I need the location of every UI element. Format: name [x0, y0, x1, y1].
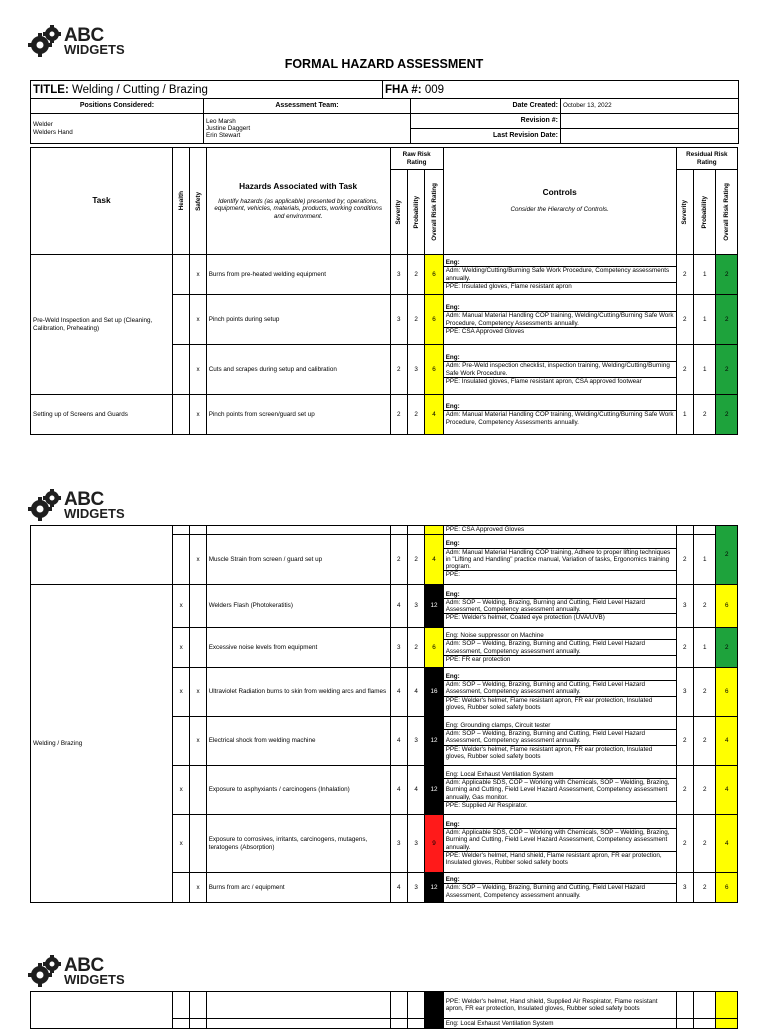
hazard-cell	[206, 992, 390, 1019]
hazard-cell: Muscle Strain from screen / guard set up	[206, 535, 390, 585]
hazards-header	[206, 148, 390, 255]
residual-overall-rating: 6	[716, 668, 738, 717]
residual-overall-rating: 4	[716, 717, 738, 766]
hazard-table-page2	[30, 525, 738, 903]
title-cell	[31, 81, 383, 99]
controls-cell	[443, 345, 676, 395]
safety-mark: x	[190, 395, 206, 435]
health-mark	[173, 717, 190, 766]
residual-severity-value: 2	[676, 717, 693, 766]
controls-adm: Adm: Welding/Cutting/Burning Safe Work Procedure, Competency assessments annually.	[444, 266, 676, 281]
hazard-cell: Welders Flash (Photokeratitis)	[206, 585, 390, 628]
title-value: Welding / Cutting / Brazing	[71, 83, 208, 96]
controls-eng: Eng: Noise suppressor on Machine	[445, 632, 544, 640]
safety-mark: x	[190, 345, 206, 395]
residual-severity-header	[676, 170, 693, 255]
controls-eng: Eng:	[445, 590, 460, 598]
hazard-cell	[206, 526, 390, 535]
residual-severity-label: Severity	[681, 199, 689, 225]
hazards-note: Identify hazards (as applicable) presented by; operations, equipment, vehicles, materials, products, working conditions and environment.	[214, 198, 382, 220]
controls-adm: Adm: SOP – Welding, Brazing, Burning and Cutting, Field Level Hazard Assessment, Competency assessment annually.	[444, 680, 676, 695]
severity-value: 4	[390, 766, 407, 815]
residual-severity-value: 3	[676, 585, 693, 628]
safety-mark	[190, 766, 206, 815]
logo-line2: WIDGETS	[64, 41, 125, 57]
hazard-table-page3	[30, 991, 738, 1029]
residual-severity-value: 2	[676, 345, 693, 395]
probability-label: Probability	[412, 195, 420, 229]
revision-value	[561, 114, 739, 129]
controls-eng: Eng:	[445, 403, 460, 411]
controls-adm: Adm: Manual Material Handling COP training, Welding/Cutting/Burning Safe Work Procedure, Competency Assessments annually.	[444, 311, 676, 326]
residual-probability-header	[693, 170, 715, 255]
task-header: Task	[31, 148, 173, 255]
controls-cell	[443, 255, 676, 295]
controls-cell	[443, 873, 676, 903]
controls-cell	[443, 766, 676, 815]
severity-value: 4	[390, 668, 407, 717]
hazard-cell: Exposure to asphyxiants / carcinogens (Inhalation)	[206, 766, 390, 815]
last-revision-value	[561, 129, 739, 144]
controls-note: Consider the Hierarchy of Controls.	[510, 206, 609, 214]
position-item: Welders Hand	[33, 128, 73, 136]
residual-overall-rating: 2	[716, 526, 738, 585]
controls-cell	[443, 668, 676, 717]
safety-mark	[190, 628, 206, 668]
probability-value: 3	[407, 345, 424, 395]
hazard-cell: Burns from pre-heated welding equipment	[206, 255, 390, 295]
overall-rating	[425, 526, 443, 535]
residual-severity-value: 2	[676, 255, 693, 295]
team-member: Leo Marsh	[206, 117, 236, 125]
hazard-cell: Burns from arc / equipment	[206, 873, 390, 903]
controls-eng: Eng: Grounding clamps, Circuit tester	[445, 721, 551, 729]
residual-severity-value: 1	[676, 395, 693, 435]
safety-header-label: Safety	[194, 191, 202, 211]
controls-cell: PPE: Welder's helmet, Hand shield, Supplied Air Respirator, Flame resistant apron, FR ear protection, Insulated gloves, Rubber soled safety boots	[443, 992, 676, 1019]
controls-cell: PPE: CSA Approved Gloves	[443, 526, 676, 535]
safety-mark: x	[190, 295, 206, 345]
severity-header	[390, 170, 407, 255]
controls-eng: Eng:	[445, 876, 460, 884]
severity-value	[390, 992, 407, 1019]
residual-overall-rating: 6	[716, 585, 738, 628]
team-list	[204, 114, 411, 144]
position-item: Welder	[33, 121, 53, 129]
severity-value: 3	[390, 255, 407, 295]
controls-header	[443, 148, 676, 255]
fha-cell	[383, 81, 739, 99]
hazard-cell: Pinch points from screen/guard set up	[206, 395, 390, 435]
residual-probability-label: Probability	[701, 195, 709, 229]
raw-risk-header: Raw Risk Rating	[390, 148, 443, 170]
probability-value: 2	[407, 628, 424, 668]
controls-cell	[443, 585, 676, 628]
controls-ppe: PPE: Welder's helmet, Flame resistant apron, FR ear protection, Insulated gloves, Rubber soled safety boots	[444, 696, 676, 711]
residual-probability-value: 1	[693, 255, 715, 295]
health-mark	[173, 345, 190, 395]
overall-rating: 9	[425, 815, 443, 873]
severity-value: 3	[390, 815, 407, 873]
controls-ppe: PPE: Supplied Air Respirator.	[444, 801, 676, 809]
logo-wordmark	[64, 24, 125, 57]
gears-icon	[28, 488, 62, 522]
controls-adm: Adm: SOP – Welding, Brazing, Burning and Cutting, Field Level Hazard Assessment, Competency assessment annually.	[444, 883, 676, 898]
logo-line1: ABC	[64, 954, 104, 976]
controls-ppe: PPE:	[444, 570, 676, 578]
health-mark	[173, 873, 190, 903]
controls-eng: Eng:	[445, 672, 460, 680]
probability-value: 3	[407, 873, 424, 903]
logo-line2: WIDGETS	[64, 971, 125, 987]
logo-line1: ABC	[64, 24, 104, 46]
residual-overall-label: Overall Risk Rating	[723, 183, 731, 241]
residual-overall-rating: 4	[716, 815, 738, 873]
residual-probability-value: 1	[693, 628, 715, 668]
controls-eng: Eng:	[445, 259, 460, 267]
probability-value: 3	[407, 717, 424, 766]
safety-mark: x	[190, 668, 206, 717]
health-mark: x	[173, 628, 190, 668]
severity-value: 3	[390, 628, 407, 668]
health-mark	[173, 992, 190, 1019]
severity-value: 4	[390, 585, 407, 628]
positions-list	[31, 114, 204, 144]
health-mark	[173, 535, 190, 585]
health-mark	[173, 255, 190, 295]
health-mark: x	[173, 766, 190, 815]
table-row	[31, 526, 738, 535]
company-logo	[28, 24, 125, 58]
safety-mark: x	[190, 255, 206, 295]
health-mark	[173, 395, 190, 435]
residual-overall-rating: 2	[716, 295, 738, 345]
gears-icon	[28, 954, 62, 988]
residual-probability-value: 2	[693, 717, 715, 766]
health-mark	[173, 295, 190, 345]
safety-header	[190, 148, 206, 255]
overall-label: Overall Risk Rating	[430, 183, 438, 241]
hazard-table-page1	[30, 147, 738, 435]
residual-severity-value: 2	[676, 295, 693, 345]
probability-header	[407, 170, 424, 255]
severity-value: 2	[390, 395, 407, 435]
logo-wordmark	[64, 954, 125, 987]
residual-severity-value: 3	[676, 873, 693, 903]
overall-rating: 4	[425, 395, 443, 435]
company-logo	[28, 488, 125, 522]
controls-ppe: PPE: Insulated gloves, Flame resistant apron	[444, 282, 676, 290]
residual-probability-value: 2	[693, 815, 715, 873]
residual-overall-rating	[716, 992, 738, 1019]
hazard-cell: Pinch points during setup	[206, 295, 390, 345]
residual-overall-rating: 6	[716, 873, 738, 903]
overall-rating: 12	[425, 717, 443, 766]
residual-probability-value: 1	[693, 345, 715, 395]
controls-ppe: PPE: Welder's helmet, Flame resistant apron, FR ear protection, Insulated gloves, Rubber soled safety boots	[444, 745, 676, 760]
residual-probability-value	[693, 526, 715, 535]
residual-probability-value: 1	[693, 535, 715, 585]
severity-value: 2	[390, 345, 407, 395]
task-cell: Pre-Weld Inspection and Set up (Cleaning, Calibration, Preheating)	[31, 255, 173, 395]
overall-rating: 6	[425, 255, 443, 295]
logo-line2: WIDGETS	[64, 505, 125, 521]
residual-severity-value	[676, 526, 693, 535]
overall-rating: 12	[425, 873, 443, 903]
residual-probability-value: 2	[693, 668, 715, 717]
controls-cell	[443, 628, 676, 668]
controls-adm: Adm: SOP – Welding, Brazing, Burning and Cutting, Field Level Hazard Assessment, Competency assessment annually.	[444, 598, 676, 613]
probability-value: 4	[407, 766, 424, 815]
table-row	[31, 585, 738, 628]
probability-value: 3	[407, 815, 424, 873]
controls-cell	[443, 717, 676, 766]
overall-rating: 16	[425, 668, 443, 717]
residual-severity-value: 2	[676, 535, 693, 585]
controls-eng: Eng:	[445, 304, 460, 312]
safety-mark	[190, 992, 206, 1019]
controls-adm: Adm: Applicable SDS, COP – Working with Chemicals, SOP – Welding, Brazing, Burning and Cutting, Field Level Hazard Assessment, Competency assessment annually, Gas monitor.	[444, 778, 676, 801]
logo-wordmark	[64, 488, 125, 521]
probability-value: 2	[407, 395, 424, 435]
residual-overall-rating: 2	[716, 628, 738, 668]
severity-value: 4	[390, 873, 407, 903]
health-mark: x	[173, 815, 190, 873]
company-logo	[28, 954, 125, 988]
probability-value: 3	[407, 585, 424, 628]
residual-overall-rating: 2	[716, 255, 738, 295]
residual-severity-value: 2	[676, 628, 693, 668]
health-header-label: Health	[177, 191, 185, 211]
safety-mark	[190, 526, 206, 535]
controls-adm: Adm: Applicable SDS, COP – Working with Chemicals, SOP – Welding, Brazing, Burning and Cutting, Field Level Hazard Assessment, Competency assessment annually.	[444, 828, 676, 851]
probability-value: 4	[407, 668, 424, 717]
team-member: Justine Daggert	[206, 124, 251, 132]
controls-ppe: PPE: CSA Approved Gloves	[444, 327, 676, 335]
controls-cell	[443, 815, 676, 873]
residual-probability-value: 1	[693, 295, 715, 345]
controls-adm: Adm: Manual Material Handling COP training, Adhere to proper lifting techniques in "Lifting and Handling" practice manual, Variation of tasks, Ergonomics training program.	[444, 548, 676, 571]
hazard-cell: Cuts and scrapes during setup and calibration	[206, 345, 390, 395]
overall-rating: 6	[425, 345, 443, 395]
team-label: Assessment Team:	[204, 99, 411, 114]
overall-header	[425, 170, 443, 255]
hazards-title: Hazards Associated with Task	[239, 181, 358, 192]
hazard-cell: Exposure to corrosives, irritants, carcinogens, mutagens, teratogens (Absorption)	[206, 815, 390, 873]
controls-eng: Eng:	[445, 820, 460, 828]
controls-cell	[443, 395, 676, 435]
task-cell: Welding / Brazing	[31, 585, 173, 903]
residual-probability-value: 2	[693, 395, 715, 435]
severity-value	[390, 526, 407, 535]
revision-label: Revision #:	[411, 114, 561, 129]
safety-mark: x	[190, 535, 206, 585]
fha-value: 009	[424, 83, 445, 96]
residual-severity-value: 2	[676, 766, 693, 815]
date-created-label: Date Created:	[411, 99, 561, 114]
date-created-value: October 13, 2022	[561, 99, 739, 114]
residual-overall-header	[716, 170, 738, 255]
hazard-cell: Excessive noise levels from equipment	[206, 628, 390, 668]
residual-severity-value	[676, 992, 693, 1019]
task-cell	[31, 992, 173, 1029]
gears-icon	[28, 24, 62, 58]
severity-label: Severity	[395, 199, 403, 225]
controls-adm: Adm: Pre-Weld inspection checklist, inspection training, Welding/Cutting/Burning Safe Work Procedure.	[444, 361, 676, 376]
health-mark	[173, 526, 190, 535]
probability-value: 2	[407, 295, 424, 345]
safety-mark: x	[190, 873, 206, 903]
severity-value: 4	[390, 717, 407, 766]
header-table	[30, 80, 739, 144]
residual-severity-value: 3	[676, 668, 693, 717]
hazard-cell: Ultraviolet Radiation burns to skin from welding arcs and flames	[206, 668, 390, 717]
residual-risk-header: Residual Risk Rating	[676, 148, 737, 170]
controls-cell: Eng: Local Exhaust Ventilation System	[443, 1019, 676, 1029]
overall-rating: 6	[425, 628, 443, 668]
team-member: Erin Stewart	[206, 132, 241, 140]
overall-rating: 6	[425, 295, 443, 345]
health-mark: x	[173, 668, 190, 717]
controls-adm: Adm: SOP – Welding, Brazing, Burning and Cutting, Field Level Hazard Assessment, Competency assessment annually.	[444, 639, 676, 654]
safety-mark	[190, 815, 206, 873]
controls-title: Controls	[542, 187, 577, 198]
residual-severity-value: 2	[676, 815, 693, 873]
controls-eng: Eng:	[445, 540, 460, 548]
controls-eng: Eng: Local Exhaust Ventilation System	[445, 770, 554, 778]
task-cell	[31, 526, 173, 585]
overall-rating: 12	[425, 585, 443, 628]
residual-overall-rating: 4	[716, 766, 738, 815]
positions-label: Positions Considered:	[31, 99, 204, 114]
controls-cell	[443, 295, 676, 345]
table-row	[31, 992, 738, 1019]
controls-adm: Adm: SOP – Welding, Brazing, Burning and Cutting, Field Level Hazard Assessment, Competency assessment annually.	[444, 729, 676, 744]
probability-value: 2	[407, 535, 424, 585]
overall-rating: 12	[425, 766, 443, 815]
overall-rating: 4	[425, 535, 443, 585]
logo-line1: ABC	[64, 488, 104, 510]
safety-mark: x	[190, 717, 206, 766]
safety-mark	[190, 585, 206, 628]
residual-probability-value: 2	[693, 873, 715, 903]
controls-ppe: PPE: Welder's helmet, Coated eye protection (UVA/UVB)	[444, 613, 676, 621]
last-revision-label: Last Revision Date:	[411, 129, 561, 144]
controls-cell	[443, 535, 676, 585]
residual-overall-rating: 2	[716, 345, 738, 395]
fha-label: FHA #:	[385, 83, 422, 96]
probability-value	[407, 992, 424, 1019]
task-cell: Setting up of Screens and Guards	[31, 395, 173, 435]
probability-value: 2	[407, 255, 424, 295]
controls-ppe: PPE: Welder's helmet, Hand shield, Flame resistant apron, FR ear protection, Insulated gloves, Rubber soled safety boots	[444, 851, 676, 866]
table-row	[31, 255, 738, 295]
residual-probability-value: 2	[693, 766, 715, 815]
controls-adm: Adm: Manual Material Handling COP training, Welding/Cutting/Burning Safe Work Procedure, Competency Assessments annually.	[444, 410, 676, 425]
hazard-cell: Electrical shock from welding machine	[206, 717, 390, 766]
document-title: FORMAL HAZARD ASSESSMENT	[284, 57, 484, 71]
table-row	[31, 395, 738, 435]
severity-value: 2	[390, 535, 407, 585]
health-mark: x	[173, 585, 190, 628]
controls-ppe: PPE: FR ear protection	[444, 655, 676, 663]
controls-ppe: PPE: Insulated gloves, Flame resistant apron, CSA approved footwear	[444, 377, 676, 385]
probability-value	[407, 526, 424, 535]
residual-probability-value	[693, 992, 715, 1019]
severity-value: 3	[390, 295, 407, 345]
title-label: TITLE:	[33, 83, 69, 96]
residual-overall-rating: 2	[716, 395, 738, 435]
overall-rating	[425, 992, 443, 1019]
health-header	[173, 148, 190, 255]
residual-probability-value: 2	[693, 585, 715, 628]
controls-eng: Eng:	[445, 354, 460, 362]
